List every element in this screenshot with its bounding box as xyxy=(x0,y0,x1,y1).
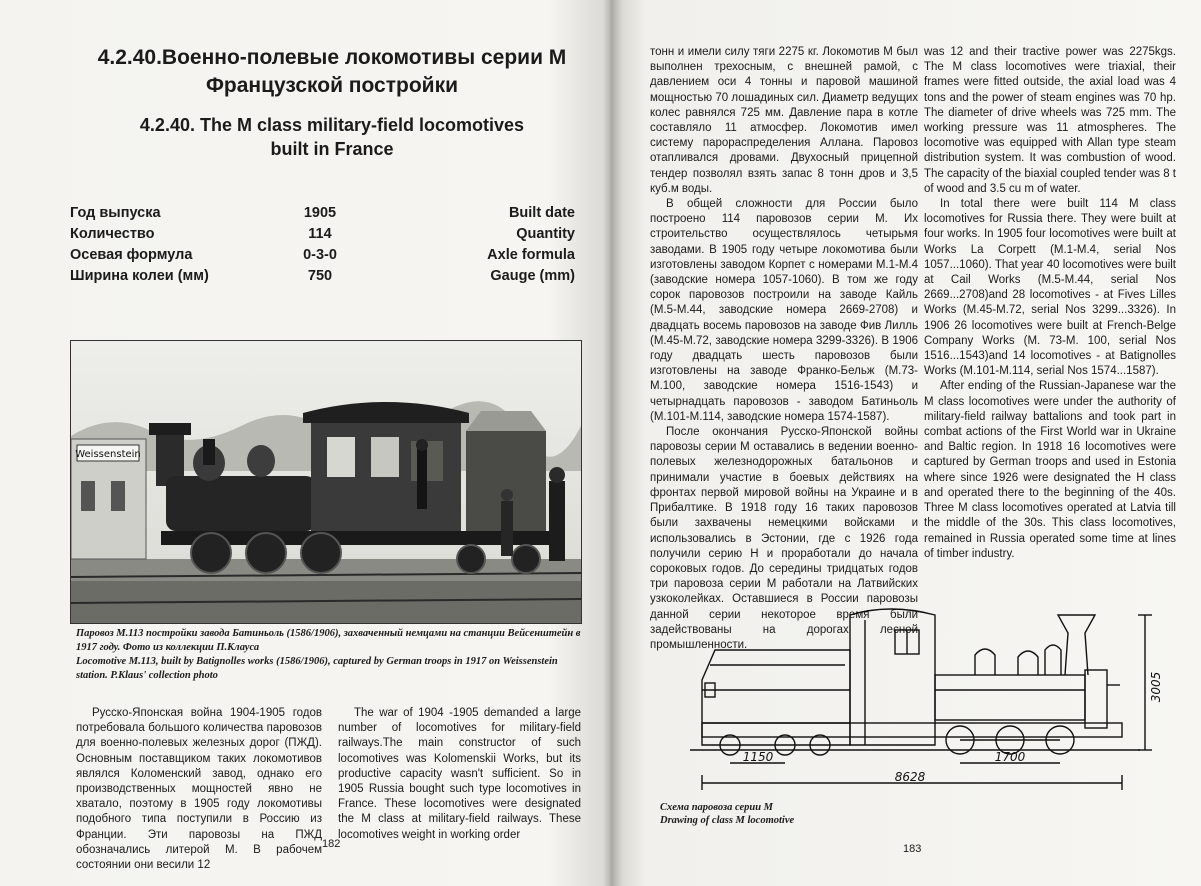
body-paragraph: тонн и имели силу тяги 2275 кг. Локомотив М был выполнен трехосным, с внешней рамой, с давлением оси 4 тонны и паровой машиной мощностью 70 лошадиных сил. Диаметр ведущих колес равнялся 725 мм. Давление пара в котле составляло 11 атмосфер. Локомотив имел систему парораспределения Аллана. Паровоз отапливался дровами. Двухосный прицепной тендер позволял взять запас 8 тонн дров и 3,5 куб.м воды. xyxy=(650,46,918,195)
heading-russian-line-2: Французской постройки xyxy=(205,74,458,97)
book-gutter-shadow xyxy=(603,0,623,886)
spec-label-en: Built date xyxy=(508,205,575,221)
spec-value: 1905 xyxy=(303,205,337,221)
drawing-caption xyxy=(660,801,794,827)
drawing-caption-en: Drawing of class M locomotive xyxy=(660,815,795,826)
page-number-right: 183 xyxy=(903,843,922,855)
spec-row-quantity xyxy=(70,226,575,247)
spec-label-ru: Год выпуска xyxy=(70,205,161,221)
dimension-label-wheelbase-tender: 1150 xyxy=(742,750,774,764)
photo-caption-line: Locomotive M.113, built by Batignolles works (1586/1906), captured by German troops in 1917 on Weissenstein xyxy=(76,656,558,667)
spec-label-ru: Ширина колеи (мм) xyxy=(70,268,209,284)
spec-label-en: Gauge (mm) xyxy=(490,268,575,284)
dimension-label-height: 3005 xyxy=(1149,671,1163,703)
body-paragraph: In total there were built 114 M class locomotives for Russia there. They were built at four works. In 1905 four locomotives were built at Works La Corpett (M.1-M.4, serial Nos 1057...1060). That year 40 locomotives were built at Cail Works (M.5-M.44, serial Nos 2669...2708)and 28 locomotives - at Fives Lilles Works (M.45-M.72, serial Nos 3299...3326). In 1906 26 locomotives were built at French-Belge Company Works (M. 73-M. 100, serial Nos 1516...1543)and 14 locomotives - at Batignolles Works (M.101-M.114, serial Nos 1574...1587). xyxy=(924,198,1176,378)
spec-label-ru: Количество xyxy=(70,226,155,242)
station-sign-text: Weissenstein xyxy=(75,449,141,460)
photo-caption-line: station. P.Klaus' collection photo xyxy=(76,670,218,681)
spec-label-ru: Осевая формула xyxy=(70,247,193,263)
locomotive-photo xyxy=(70,340,582,624)
photo-caption-line: Паровоз М.113 постройки завода Батиньоль (1586/1906), захваченный немцами на станции Вейсенштейн в xyxy=(76,628,581,639)
spec-label-en: Axle formula xyxy=(487,247,575,263)
spec-row-built-date xyxy=(70,205,575,226)
left-column-russian xyxy=(76,706,322,873)
spec-value: 0-3-0 xyxy=(303,247,337,263)
body-paragraph: Русско-Японская война 1904-1905 годов потребовала большого количества паровозов для военно-полевых железных дорог (ПЖД). Основным поставщиком таких локомотивов являлся Коломенский завод, однако его производственных мощностей явно не хватало, поэтому в 1905 году локомотивы подобного типа поступили в Россию из Франции. Эти паровозы на ПЖД обозначались литерой М. В рабочем состоянии они весили 12 xyxy=(76,707,322,872)
spec-label-en: Quantity xyxy=(516,226,575,242)
heading-english-line-1: 4.2.40. The M class military-field locomotives xyxy=(139,115,525,135)
drawing-caption-ru: Схема паровоза серии М xyxy=(660,802,774,813)
heading-english-line-2: built in France xyxy=(270,139,394,159)
spec-value: 750 xyxy=(307,268,333,284)
right-column-russian xyxy=(650,45,918,653)
body-paragraph: was 12 and their tractive power was 2275kgs. The M class locomotives were triaxial, their frames were fitted outside, the axial load was 4 tons and the power of steam engines was 70 hp. The diameter of drive wheels was 725 mm. The working pressure was 11 atmospheres. The locomotive was equipped with Allan type steam distribution system. It was combustion of wood. The capacity of the biaxial coupled tender was 8 t of wood and 3.5 cu m of water. xyxy=(924,46,1176,195)
spec-row-gauge xyxy=(70,268,575,289)
left-column-english xyxy=(338,706,581,843)
photo-caption xyxy=(76,627,581,683)
right-column-english xyxy=(924,45,1176,562)
locomotive-photo-illustration xyxy=(71,341,581,623)
photo-caption-line: 1917 году. Фото из коллекции П.Клауса xyxy=(76,642,260,653)
page-number-left: 182 xyxy=(322,838,341,850)
body-paragraph: After ending of the Russian-Japanese war the M class locomotives were under the authority of military-field railway battalions and took part in combat actions of the First World war in Ukraine and Baltic region. In 1918 16 locomotives were captured by German troops and used in Estonia where since 1926 were designated the H class and operated there to the beginning of the 40s. Three M class locomotives operated at Latvia till the middle of the 30s. This class locomotives, remained in Russia operated some time at lines of timber industry. xyxy=(924,380,1176,560)
spec-value: 114 xyxy=(308,226,332,242)
spec-table xyxy=(70,205,575,289)
body-paragraph: После окончания Русско-Японской войны паровозы серии М оставались в ведении военно-полевых железнодорожных батальонов и принимали участие в боевых действиях на фронтах первой мировой войны на Украине и в Прибалтике. В 1918 году 16 таких паровозов были захвачены немецкими войсками и использовались в Эстонии, где с 1926 года получили серию Н и проработали до начала сороковых годов. До середины тридцатых годов три паровоза серии М работали на Латвийских узкоколейках. Оставшиеся в России паровозы данной серии некоторое время были задействованы на дорогах лесной промышленности. xyxy=(650,426,918,651)
body-paragraph: The war of 1904 -1905 demanded a large number of locomotives for military-field railways.The main constructor of such locomotives was Kolomenskii Works, but its productive capacity wasn't sufficient. So in 1905 Russia bought such type locomotives in France. These locomotives were designated the M class at military-field railways. These locomotives weight in working order xyxy=(338,707,581,841)
heading-russian-line-1: 4.2.40.Военно-полевые локомотивы серии М xyxy=(97,46,567,69)
spec-row-axle-formula xyxy=(70,247,575,268)
dimension-label-total-length: 8628 xyxy=(894,770,926,784)
heading-english xyxy=(72,113,592,161)
heading-russian xyxy=(72,44,592,100)
locomotive-schematic-drawing xyxy=(690,595,1170,795)
body-paragraph: В общей сложности для России было построено 114 паровозов серии М. Их строительство осуществлялось четырьмя заводами. В 1905 году четыре локомотива были изготовлены заводом Корпет с номерами М.1-М.4 (заводские номера 1057-1060). В том же году сорок паровозов построили на заводе Кайль (М.5-М.44, заводские номера 2669-2708) и двадцать восемь паровозов на заводе Фив Лилль (М.45-М.72, заводские номера 3299-3326). В 1906 году двадцать шесть паровозов были изготовлены на заводе Франко-Бельж (М.73-М.100, заводские номера 1516-1543) и четырнадцать паровозов - заводом Батиньоль (М.101-М.114, заводские номера 1574-1587). xyxy=(650,198,918,423)
dimension-label-wheelbase-loco: 1700 xyxy=(994,750,1026,764)
